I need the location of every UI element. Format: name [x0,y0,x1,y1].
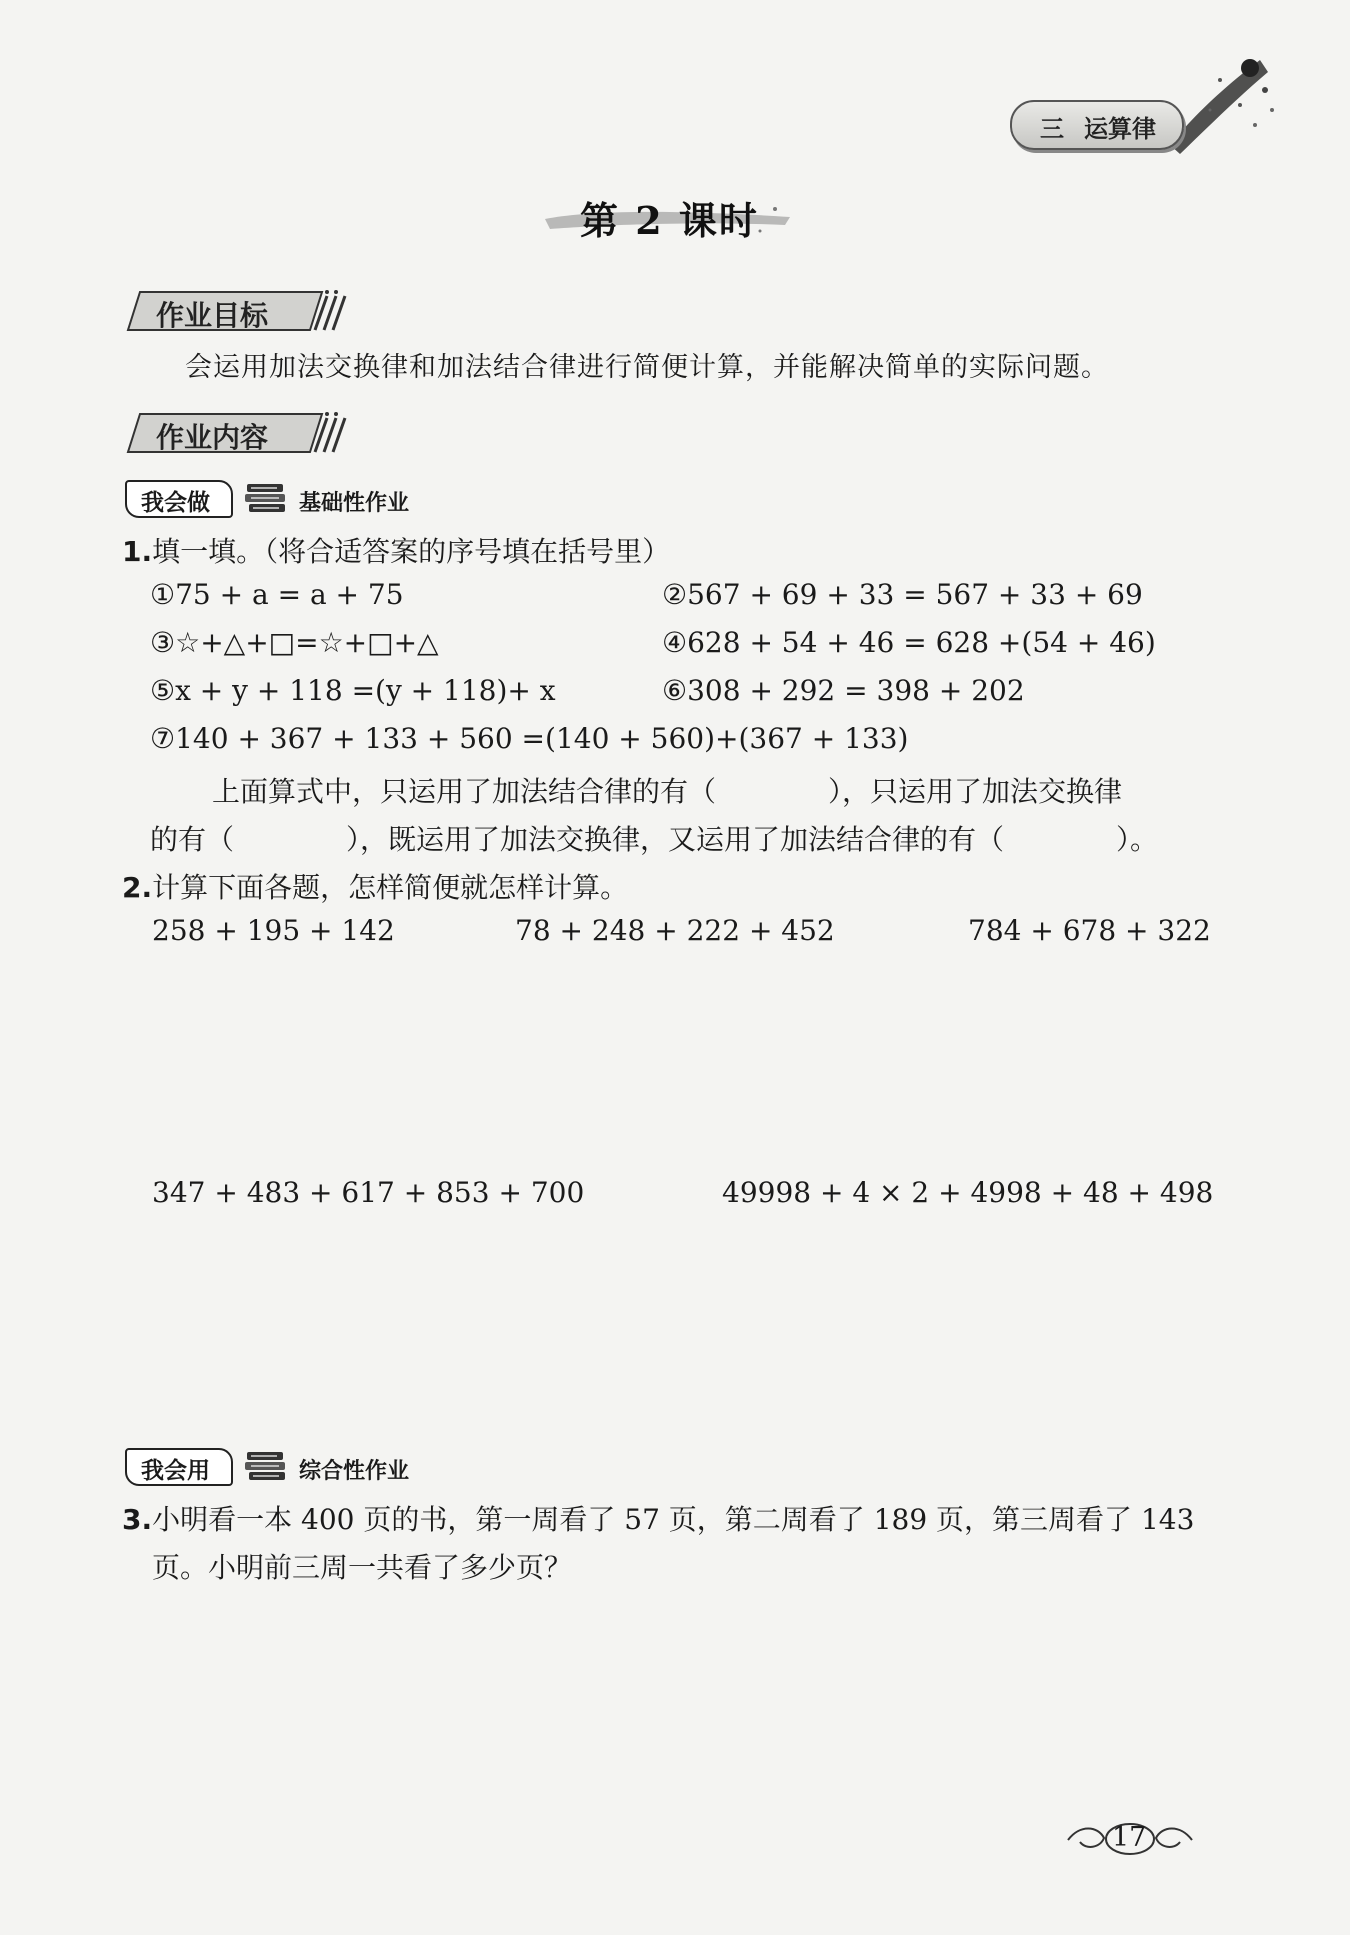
q1-number: 1. [122,535,153,568]
q2-text: 计算下面各题，怎样简便就怎样计算。 [152,871,629,904]
q2-expr-1: 258 + 195 + 142 [152,914,395,947]
chapter-number: 三 [1040,115,1064,143]
q1-item-2: ②567 + 69 + 33 = 567 + 33 + 69 [662,578,1143,611]
goal-text: 会运用加法交换律和加法结合律进行简便计算，并能解决简单的实际问题。 [185,352,1109,383]
q2-expr-2: 78 + 248 + 222 + 452 [515,914,835,947]
lesson-title: 第 2 课时 [580,198,759,243]
q1-prompt [122,530,670,570]
books-icon [243,1448,289,1484]
applied-tag-box [125,1448,233,1486]
goal-ribbon [122,288,352,334]
books-icon [243,480,289,516]
q3-number: 3. [122,1503,153,1536]
q1-item-7: ⑦140 + 367 + 133 + 560 =(140 + 560)+(367 + 133) [150,722,909,755]
basic-tag-box [125,480,233,518]
basic-tag-desc: 基础性作业 [299,491,410,516]
applied-homework-tag [125,1448,445,1484]
q1-item-1: ①75 + a = a + 75 [150,578,404,611]
q1-item-4: ④628 + 54 + 46 = 628 +(54 + 46) [662,626,1156,659]
q2-expr-5: 49998 + 4 × 2 + 4998 + 48 + 498 [722,1176,1214,1209]
basic-homework-tag [125,480,445,516]
goal-title: 作业目标 [156,299,269,332]
q2-number: 2. [122,871,153,904]
chapter-tag [1010,100,1184,150]
q1-item-3: ③☆+△+□=☆+□+△ [150,626,439,659]
page-number: 17 [1112,1822,1147,1853]
basic-tag-label: 我会做 [141,490,210,516]
q3-line-1 [122,1498,1194,1538]
q3-line-2: 页。小明前三周一共看了多少页？ [152,1551,573,1584]
q2-expr-3: 784 + 678 + 322 [968,914,1211,947]
q2-prompt [122,866,628,906]
q1-fill-line-2: 的有（ ），既运用了加法交换律，又运用了加法结合律的有（ ）。 [150,823,1159,856]
q1-fill-line-1: 上面算式中，只运用了加法结合律的有（ ），只运用了加法交换律 [212,775,1123,808]
applied-tag-desc: 综合性作业 [299,1459,410,1484]
chapter-title: 运算律 [1084,115,1156,143]
content-title: 作业内容 [156,421,269,454]
q2-expr-4: 347 + 483 + 617 + 853 + 700 [152,1176,585,1209]
q1-item-6: ⑥308 + 292 = 398 + 202 [662,674,1025,707]
content-ribbon [122,410,352,456]
q1-text: 填一填。（将合适答案的序号填在括号里） [152,535,671,568]
q1-item-5: ⑤x + y + 118 =(y + 118)+ x [150,674,556,707]
applied-tag-label: 我会用 [141,1458,210,1484]
q3-text-1: 小明看一本 400 页的书，第一周看了 57 页，第二周看了 189 页，第三周看了 143 [152,1503,1195,1536]
